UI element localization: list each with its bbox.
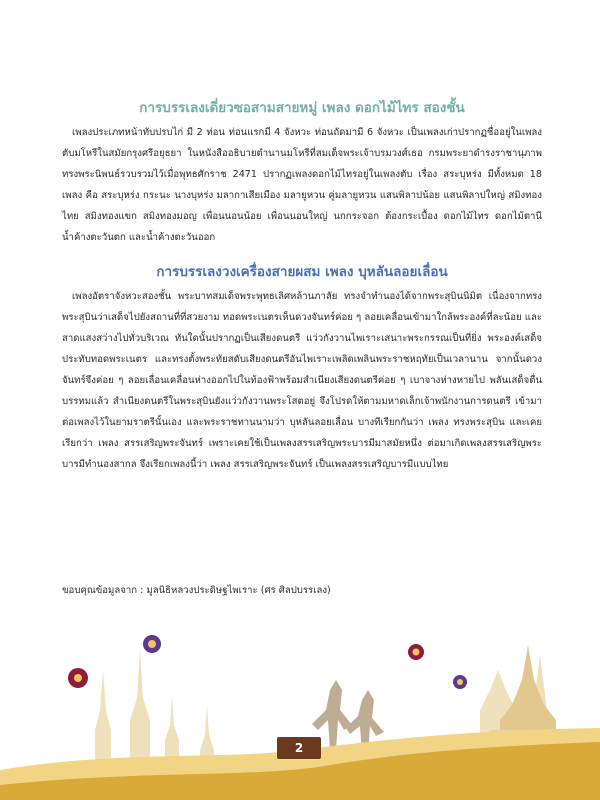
- thai-temple-footer-decoration: [0, 610, 600, 800]
- section-1-title: การบรรเลงเดี่ยวซอสามสายหมู่ เพลง ดอกไม้ไทร สองชั้น: [139, 100, 465, 116]
- credit-line: ขอบคุณข้อมูลจาก : มูลนิธิหลวงประดิษฐไพเราะ (ศร ศิลปบรรเลง): [62, 585, 331, 596]
- page-number: 2: [277, 737, 321, 759]
- main-content: [62, 98, 542, 475]
- section-2-title: การบรรเลงวงเครื่องสายผสม เพลง บุหลันลอยเลื่อน: [156, 264, 448, 280]
- section-2-body: เพลงอัตราจังหวะสองชั้น พระบาทสมเด็จพระพุทธเลิศหล้านภาลัย ทรงจำทำนองได้จากพระสุบินนิมิต เนื่องจากทรงพระสุบินว่าเสด็จไปยังสถานที่ที่สวยงาม ทอดพระเนตรเห็นดวงจันทร์ค่อย ๆ ลอยเคลื่อนเข้ามาใกล้พระองค์ที่ละน้อย และสาดแสงสว่างไปทั่วบริเวณ ทันใดนั้นปรากฏเป็นเสียงดนตรี แว่วกังวานไพเราะเสนาะพระกรรณเป็นที่ยิ่ง พระองค์เสด็จประทับทอดพระเนตร และทรงตั้งพระทัยสดับเสียงดนตรีอันไพเราะเพลิดเพลินพระราชหฤทัยเป็นเวลานาน จากนั้นดวงจันทร์จึงค่อย ๆ ลอยเลื่อนเคลื่อนห่างออกไปในท้องฟ้าพร้อมสำเนียงเสียงดนตรีค่อย ๆ เบาจางห่างหายไป พลันเสด็จตื่นบรรทมแล้ว สำเนียงดนตรีในพระสุบินยังแว่วกังวานพระโสตอยู่ จึงโปรดให้ตามมหาดเล็กเจ้าพนักงานการดนตรี เข้ามาต่อเพลงไว้ในยามราตรีนั้นเอง และพระราชทานนามว่า บุหลันลอยเลื่อน บางทีเรียกกันว่า เพลง ทรงพระสุบิน และเคยเรียกว่า เพลง สรรเสริญพระจันทร์ เพราะเคยใช้เป็นเพลงสรรเสริญพระบารมีมาสมัยหนึ่ง ต่อมาเกิดเพลงสรรเสริญพระบารมีทำนองสากล จึงเรียกเพลงนี้ว่า เพลง สรรเสริญพระจันทร์ เป็นเพลงสรรเสริญบารมีแบบไทย: [62, 291, 542, 470]
- section-1-body: เพลงประเภทหน้าทับปรบไก่ มี 2 ท่อน ท่อนแรกมี 4 จังหวะ ท่อนถัดมามี 6 จังหวะ เป็นเพลงเก่าปรากฏชื่ออยู่ในเพลงตับมโหรีในสมัยกรุงศรีอยุธยา ในหนังสืออธิบายตำนานมโหรีที่สมเด็จพระเจ้าบรมวงศ์เธอ กรมพระยาดำรงราชานุภาพ ทรงพระนิพนธ์รวบรวมไว้เมื่อพุทธศักราช 2471 ปรากฏเพลงดอกไม้ไทรอยู่ในเพลงตับ เรื่อง สระบุหร่ง มีทั้งหมด 18 เพลง คือ สระบุหร่ง กระนะ นางบุหร่ง มลากาเสียเมือง มลายูหวน คู่มลายูหวน แสนพิลาปน้อย แสนพิลาปใหญ่ สมิงทองไทย สมิงทองแขก สมิงทองมอญ เพื่อนนอนน้อย เพื่อนนอนใหญ่ นกกระจอก ต้องกระเบื้อง ดอกไม้ไทร ดอกไม้ตานี น้ำค้างตะวันตก และน้ำค้างตะวันออก: [62, 127, 542, 243]
- lotus-flower-icon: [68, 635, 467, 689]
